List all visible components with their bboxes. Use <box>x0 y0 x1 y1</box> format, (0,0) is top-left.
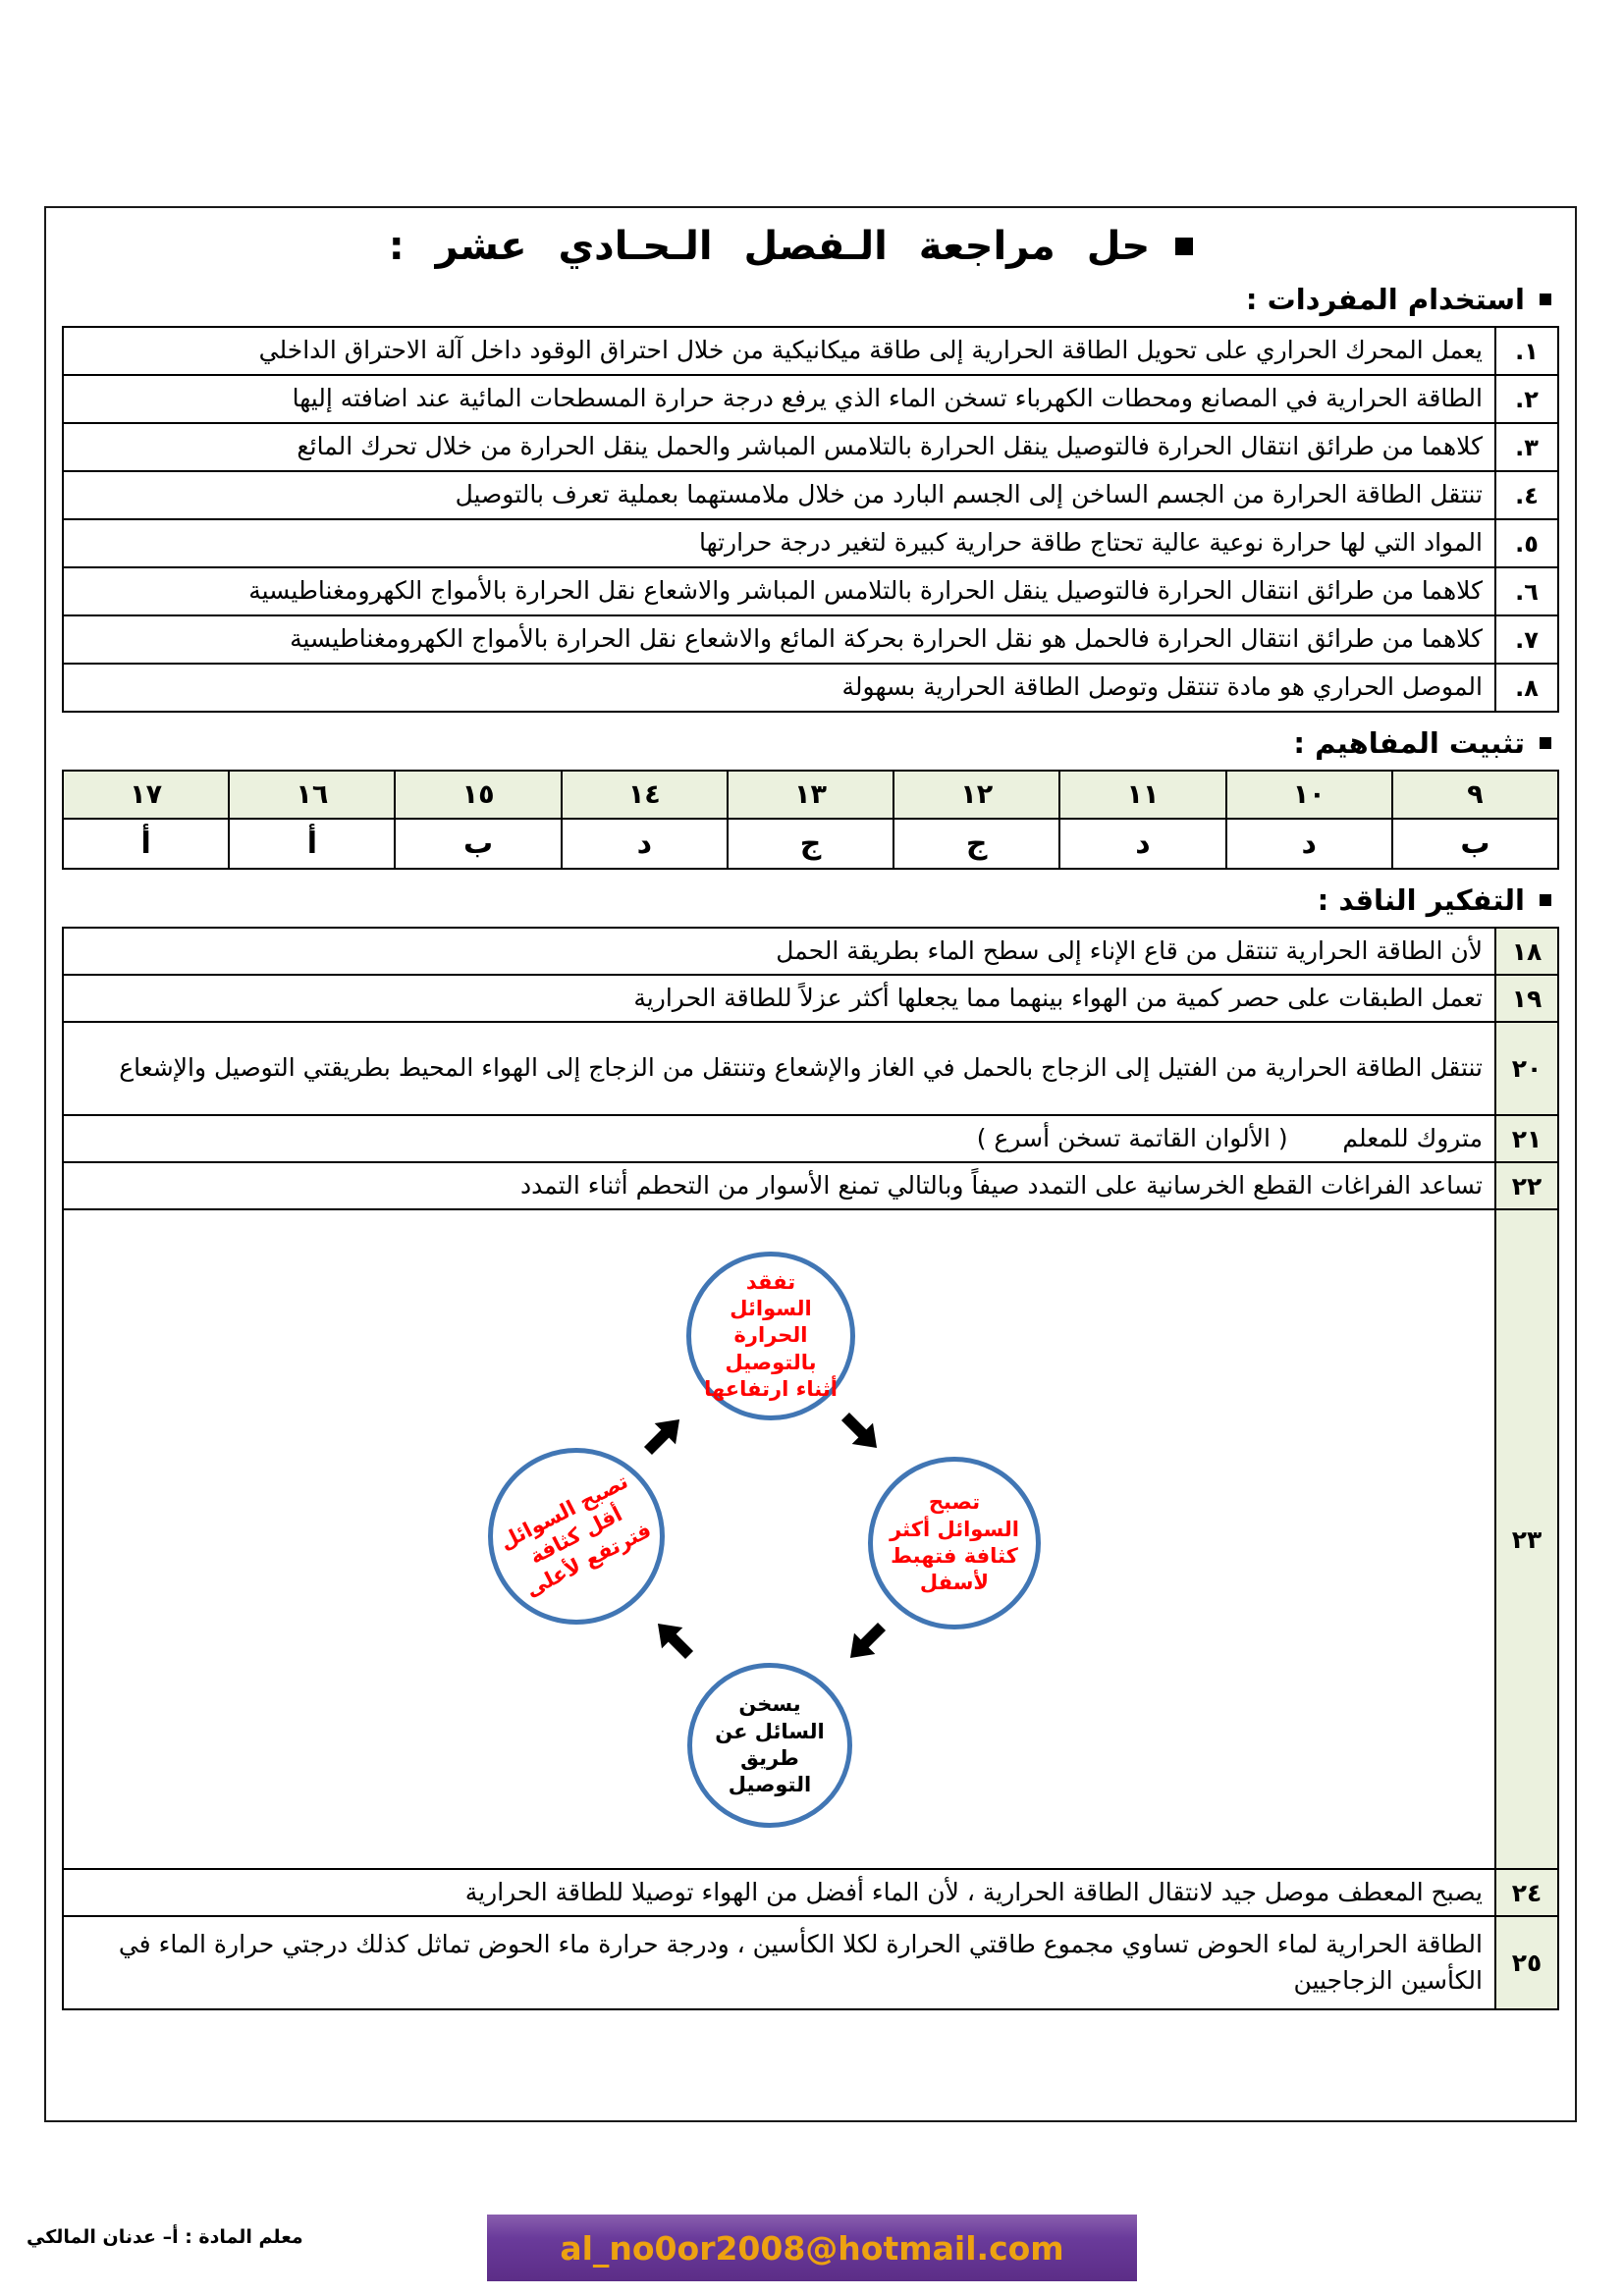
question-number-cell: ١٥ <box>395 771 561 819</box>
answer-text-cell: كلاهما من طرائق انتقال الحرارة فالتوصيل ينقل الحرارة بالتلامس المباشر والحمل ينقل الحرارة من خلال تحرك المائع <box>63 423 1495 471</box>
table-row <box>63 1162 1558 1209</box>
answer-text-cell: الطاقة الحرارية في المصانع ومحطات الكهرباء تسخن الماء الذي يرفع درجة حرارة المسطحات المائية عند اضافته إليها <box>63 375 1495 423</box>
page-title-row <box>62 224 1520 269</box>
cycle-node-top-label: تفقد السوائل الحرارة بالتوصيل أثناء ارتفاعها <box>704 1269 838 1401</box>
answer-text-cell: كلاهما من طرائق انتقال الحرارة فالتوصيل ينقل الحرارة بالتلامس المباشر والاشعاع نقل الحرارة بالأمواج الكهرومغناطيسية <box>63 567 1495 615</box>
question-number-cell: ١٧ <box>63 771 229 819</box>
question-number-cell: ١٢ <box>893 771 1059 819</box>
answer-number-cell: ٧. <box>1495 615 1558 664</box>
cycle-node-right-label: تصبح السوائل أكثر كثافة فتهبط لأسفل <box>890 1490 1019 1595</box>
question-number-cell: ١١ <box>1059 771 1225 819</box>
table-row <box>63 1869 1558 1916</box>
question-number-cell: ١٤ <box>562 771 728 819</box>
table-row <box>63 615 1558 664</box>
table-row <box>63 375 1558 423</box>
convection-cycle-diagram <box>63 1209 1495 1869</box>
answer-text-cell: لأن الطاقة الحرارية تنتقل من قاع الإناء إلى سطح الماء بطريقة الحمل <box>63 928 1495 975</box>
bullet-square-icon <box>1540 294 1551 305</box>
answer-number-cell: ٤. <box>1495 471 1558 519</box>
content-frame <box>44 206 1577 2122</box>
table-row <box>63 1115 1558 1162</box>
cycle-node-left-label: تصبح السوائل أقل كثافة فترتفع لأعلى <box>496 1468 655 1602</box>
answer-letter-cell: ج <box>728 819 893 869</box>
email-link[interactable]: al_no0or2008@hotmail.com <box>560 2228 1064 2268</box>
section-heading-critical-thinking <box>62 883 1551 917</box>
answer-letter-cell: أ <box>63 819 229 869</box>
answer-letter-cell: ب <box>395 819 561 869</box>
answer-number-cell: ٥. <box>1495 519 1558 567</box>
table-row <box>63 1022 1558 1115</box>
answer-number-cell: ٦. <box>1495 567 1558 615</box>
answer-text-cell: الموصل الحراري هو مادة تنتقل وتوصل الطاقة الحرارية بسهولة <box>63 664 1495 712</box>
answer-text-cell: تنتقل الطاقة الحرارة من الجسم الساخن إلى الجسم البارد من خلال ملامستهما بعملية تعرف بالتوصيل <box>63 471 1495 519</box>
question-number-cell: ١٠ <box>1226 771 1392 819</box>
email-banner <box>487 2215 1137 2281</box>
answer-letter-row <box>63 819 1558 869</box>
answer-text-cell: يصبح المعطف موصل جيد لانتقال الطاقة الحرارية ، لأن الماء أفضل من الهواء توصيلا للطاقة الحرارية <box>63 1869 1495 1916</box>
answer-number-cell: ٣. <box>1495 423 1558 471</box>
cycle-arrow-bottom-to-left-icon <box>646 1612 702 1668</box>
answer-letter-cell: د <box>562 819 728 869</box>
table-row <box>63 664 1558 712</box>
answer-number-cell: ٢٣ <box>1495 1209 1558 1869</box>
answer-number-cell: ١. <box>1495 327 1558 375</box>
bullet-square-icon <box>1540 737 1551 749</box>
answer-letter-cell: ج <box>893 819 1059 869</box>
table-row <box>63 327 1558 375</box>
answer-text-cell: متروك للمعلم ( الألوان القاتمة تسخن أسرع ) <box>63 1115 1495 1162</box>
vocabulary-heading: استخدام المفردات : <box>1245 283 1525 316</box>
cycle-node-left <box>488 1448 665 1625</box>
cycle-node-bottom <box>687 1663 852 1828</box>
answer-number-cell: ٢٠ <box>1495 1022 1558 1115</box>
answer-text-cell: المواد التي لها حرارة نوعية عالية تحتاج طاقة حرارية كبيرة لتغير درجة حرارتها <box>63 519 1495 567</box>
table-row <box>63 519 1558 567</box>
table-row <box>63 567 1558 615</box>
vocabulary-answers-table <box>62 326 1559 713</box>
answer-text-cell: تساعد الفراغات القطع الخرسانية على التمدد صيفاً وبالتالي تمنع الأسوار من التحطم أثناء التمدد <box>63 1162 1495 1209</box>
answer-number-cell: ٢. <box>1495 375 1558 423</box>
question-number-cell: ١٣ <box>728 771 893 819</box>
section-heading-concepts <box>62 726 1551 760</box>
answer-text-cell: الطاقة الحرارية لماء الحوض تساوي مجموع طاقتي الحرارة لكلا الكأسين ، ودرجة حرارة ماء الحوض تماثل كذلك درجتي حرارة الماء في الكأسين الزجاجيين <box>63 1916 1495 2009</box>
cycle-arrow-top-to-right-icon <box>834 1405 890 1461</box>
cycle-arrow-left-to-top-icon <box>636 1408 692 1464</box>
answer-number-cell: ٨. <box>1495 664 1558 712</box>
table-row <box>63 975 1558 1022</box>
answer-text-cell: تعمل الطبقات على حصر كمية من الهواء بينهما مما يجعلها أكثر عزلاً للطاقة الحرارية <box>63 975 1495 1022</box>
critical-thinking-heading: التفكير الناقد : <box>1317 883 1525 917</box>
answer-letter-cell: أ <box>229 819 395 869</box>
answer-number-cell: ١٨ <box>1495 928 1558 975</box>
answer-number-cell: ٢١ <box>1495 1115 1558 1162</box>
section-heading-vocabulary <box>62 283 1551 316</box>
answer-letter-cell: د <box>1226 819 1392 869</box>
question-number-cell: ٩ <box>1392 771 1558 819</box>
table-row <box>63 423 1558 471</box>
teacher-credit: معلم المادة : أ– عدنان المالكي <box>27 2226 303 2248</box>
answer-number-cell: ٢٤ <box>1495 1869 1558 1916</box>
bullet-square-icon <box>1540 894 1551 906</box>
answer-text-cell: تنتقل الطاقة الحرارية من الفتيل إلى الزجاج بالحمل في الغاز والإشعاع وتنتقل من الزجاج إلى الهواء المحيط بطريقتي التوصيل والإشعاع <box>63 1022 1495 1115</box>
concepts-heading: تثبيت المفاهيم : <box>1293 726 1525 760</box>
critical-thinking-table <box>62 927 1559 2010</box>
table-row <box>63 471 1558 519</box>
table-row <box>63 1916 1558 2009</box>
cycle-node-right <box>868 1457 1041 1629</box>
cycle-arrow-right-to-bottom-icon <box>839 1615 894 1671</box>
cycle-node-top <box>686 1252 855 1420</box>
question-number-cell: ١٦ <box>229 771 395 819</box>
answer-number-cell: ٢٥ <box>1495 1916 1558 2009</box>
answer-number-cell: ٢٢ <box>1495 1162 1558 1209</box>
page-title: حل مراجعة الـفصل الـحـادي عشر : <box>388 224 1151 269</box>
answer-text-cell: يعمل المحرك الحراري على تحويل الطاقة الحرارية إلى طاقة ميكانيكية من خلال احتراق الوقود داخل آلة الاحتراق الداخلي <box>63 327 1495 375</box>
concepts-answers-table <box>62 770 1559 870</box>
table-row <box>63 1209 1558 1869</box>
answer-number-cell: ١٩ <box>1495 975 1558 1022</box>
question-number-row <box>63 771 1558 819</box>
answer-letter-cell: د <box>1059 819 1225 869</box>
answer-letter-cell: ب <box>1392 819 1558 869</box>
answer-text-cell: كلاهما من طرائق انتقال الحرارة فالحمل هو نقل الحرارة بحركة المائع والاشعاع نقل الحرارة بالأمواج الكهرومغناطيسية <box>63 615 1495 664</box>
table-row <box>63 928 1558 975</box>
cycle-node-bottom-label: يسخن السائل عن طريق التوصيل <box>715 1692 825 1797</box>
bullet-square-icon <box>1175 238 1193 255</box>
